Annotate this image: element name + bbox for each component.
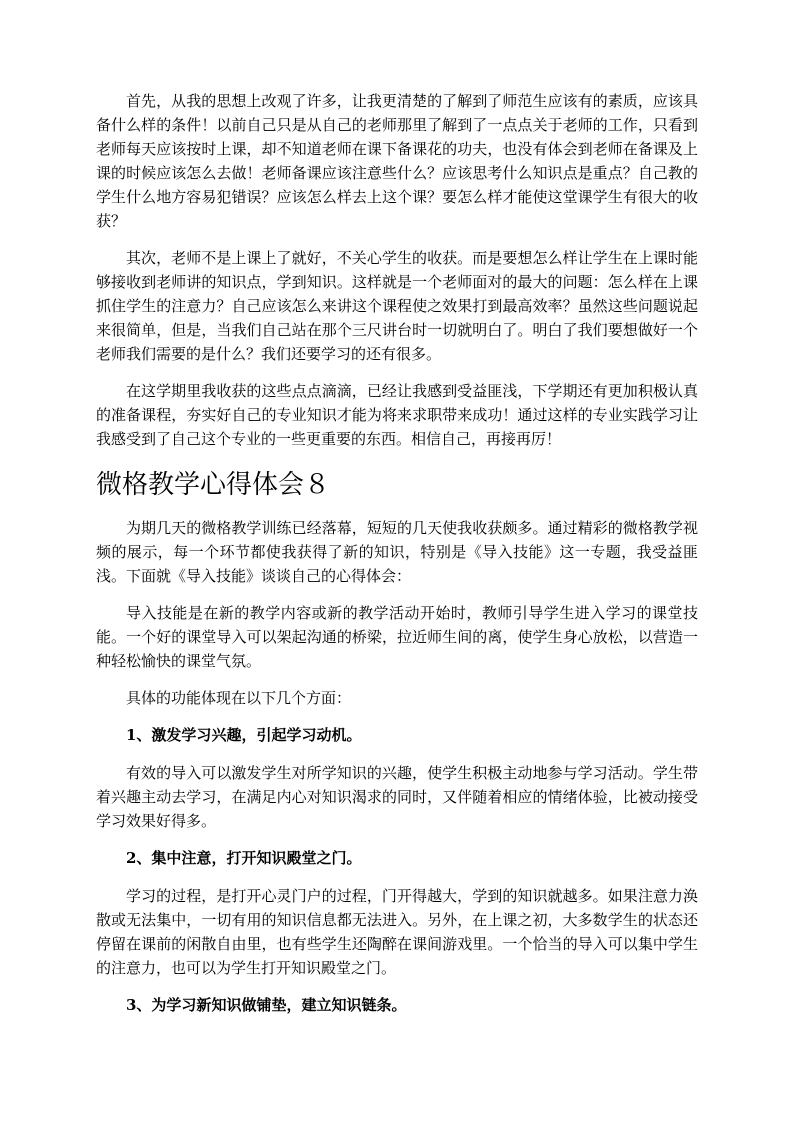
point-heading-3: 3、为学习新知识做铺垫，建立知识链条。	[126, 996, 407, 1014]
paragraph-definition: 导入技能是在新的教学内容或新的教学活动开始时，教师引导学生进入学习的课堂技能。一个好的课堂导入可以架起沟通的桥梁，拉近师生间的离，使学生身心放松，以营造一种轻松愉快的课堂气氛。	[96, 604, 698, 670]
point-body-2: 学习的过程，是打开心灵门户的过程，门开得越大，学到的知识就越多。如果注意力涣散或无法集中，一切有用的知识信息都无法进入。另外，在上课之初，大多数学生的状态还停留在课前的闲散自由里，也有些学生还陶醉在课间游戏里。一个恰当的导入可以集中学生的注意力，也可以为学生打开知识殿堂之门。	[96, 887, 698, 977]
section-title: 微格教学心得体会８	[96, 470, 331, 500]
paragraph-reflection-first: 首先，从我的思想上改观了许多，让我更清楚的了解到了师范生应该有的素质，应该具备什么样的条件！以前自己只是从自己的老师那里了解到了一点点关于老师的工作，只看到老师每天应该按时上课，却不知道老师在课下备课花的功夫，也没有体会到老师在备课及上课的时候应该怎么去做！老师备课应该注意些什么？应该思考什么知识点是重点？自己教的学生什么地方容易犯错误？应该怎么样去上这个课？要怎么样才能使这堂课学生有很大的收获？	[96, 92, 698, 230]
paragraph-reflection-second: 其次，老师不是上课上了就好，不关心学生的收获。而是要想怎么样让学生在上课时能够接收到老师讲的知识点，学到知识。这样就是一个老师面对的最大的问题：怎么样在上课抓住学生的注意力？自己应该怎么来讲这个课程使之效果打到最高效率？虽然这些问题说起来很简单，但是，当我们自己站在那个三尺讲台时一切就明白了。明白了我们要想做好一个老师我们需要的是什么？我们还要学习的还有很多。	[96, 249, 698, 363]
paragraph-reflection-third: 在这学期里我收获的这些点点滴滴，已经让我感到受益匪浅，下学期还有更加积极认真的准备课程，夯实好自己的专业知识才能为将来求职带来成功！通过这样的专业实践学习让我感受到了自己这个专业的一些更重要的东西。相信自己，再接再厉！	[96, 382, 698, 448]
point-body-1: 有效的导入可以激发学生对所学知识的兴趣，使学生积极主动地参与学习活动。学生带着兴趣主动去学习，在满足内心对知识渴求的同时，又伴随着相应的情绪体验，比被动接受学习效果好得多。	[96, 764, 698, 830]
point-heading-1: 1、激发学习兴趣，引起学习动机。	[126, 726, 362, 744]
paragraph-lead: 具体的功能体现在以下几个方面：	[126, 689, 352, 707]
paragraph-intro: 为期几天的微格教学训练已经落幕，短短的几天使我收获颇多。通过精彩的微格教学视频的展示，每一个环节都使我获得了新的知识，特别是《导入技能》这一专题，我受益匪浅。下面就《导入技能》谈谈自己的心得体会：	[96, 519, 698, 585]
document-page	[96, 89, 698, 1017]
point-heading-2: 2、集中注意，打开知识殿堂之门。	[126, 849, 362, 867]
